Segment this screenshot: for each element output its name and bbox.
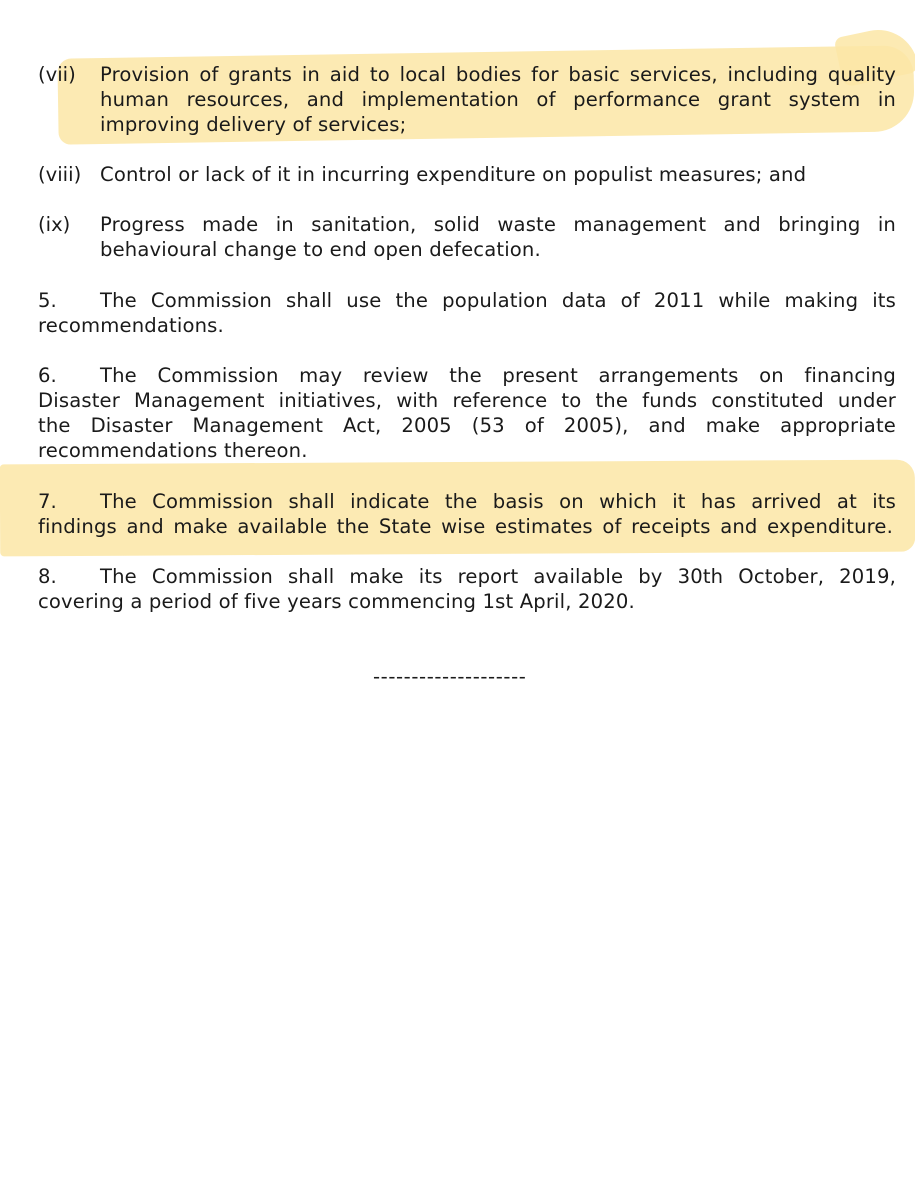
paragraph-line: recommendations thereon.	[38, 439, 308, 462]
paragraph-line: Disaster Management initiatives, with reference to the funds constituted under	[38, 389, 896, 412]
paragraph-line: The Commission shall indicate the basis on which it has arrived at its	[100, 490, 896, 513]
list-item-line: behavioural change to end open defecation.	[100, 238, 541, 261]
paragraph-line: findings and make available the State wise estimates of receipts and expenditure.	[38, 515, 893, 538]
list-item-marker: (viii)	[38, 163, 82, 186]
paragraph-number: 5.	[38, 289, 57, 312]
paragraph-number: 7.	[38, 490, 57, 513]
list-item-line: Control or lack of it in incurring expenditure on populist measures; and	[100, 163, 807, 186]
list-item-marker: (vii)	[38, 63, 76, 86]
paragraph-line: the Disaster Management Act, 2005 (53 of 2005), and make appropriate	[38, 414, 896, 437]
paragraph-number: 8.	[38, 565, 57, 588]
list-item-line: improving delivery of services;	[100, 113, 407, 136]
section-divider: --------------------	[373, 665, 527, 688]
paragraph-line: The Commission shall use the population data of 2011 while making its	[100, 289, 896, 312]
list-item-line: Provision of grants in aid to local bodies for basic services, including quality	[100, 63, 896, 86]
list-item-line: human resources, and implementation of performance grant system in	[100, 88, 896, 111]
paragraph-line: The Commission shall make its report available by 30th October, 2019,	[100, 565, 896, 588]
paragraph-line: recommendations.	[38, 314, 224, 337]
list-item-marker: (ix)	[38, 213, 71, 236]
paragraph-line: The Commission may review the present arrangements on financing	[100, 364, 896, 387]
list-item-line: Progress made in sanitation, solid waste management and bringing in	[100, 213, 896, 236]
paragraph-line: covering a period of five years commencing 1st April, 2020.	[38, 590, 635, 613]
paragraph-number: 6.	[38, 364, 57, 387]
